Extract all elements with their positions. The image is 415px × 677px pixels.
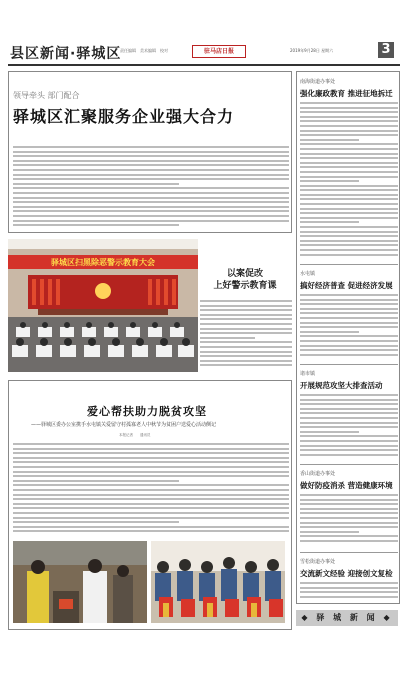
text-line	[300, 139, 359, 141]
text-line	[300, 185, 398, 187]
text-line	[300, 294, 398, 296]
text-line	[13, 452, 289, 454]
text-line	[300, 494, 398, 496]
text-line	[300, 431, 359, 433]
text-line	[300, 326, 398, 328]
text-line	[200, 346, 292, 348]
text-line	[300, 125, 398, 127]
text-line	[300, 335, 398, 337]
text-line	[300, 217, 398, 219]
text-line	[300, 399, 398, 401]
feature-photo-right	[151, 541, 285, 623]
text-line	[300, 308, 398, 310]
text-line	[300, 508, 398, 510]
sidebar-briefs	[296, 71, 400, 604]
lead-body	[13, 146, 289, 230]
feature-headline: 爱心帮扶助力脱贫攻坚	[87, 405, 207, 418]
text-line	[13, 498, 289, 500]
meeting-photo-text	[200, 300, 292, 372]
text-line	[300, 189, 398, 191]
text-line	[300, 134, 398, 136]
text-line	[13, 530, 289, 532]
text-line	[300, 340, 398, 342]
brief-3-title: 开展规范攻坚大排查活动	[300, 381, 383, 390]
text-line	[300, 176, 398, 178]
text-line	[300, 322, 398, 324]
text-line	[13, 489, 289, 491]
text-line	[200, 360, 292, 362]
text-line	[300, 596, 398, 598]
text-line	[13, 155, 289, 157]
brief-divider	[300, 552, 398, 553]
text-line	[300, 303, 398, 305]
text-line	[13, 220, 289, 222]
section-brand-banner: ◆ 驿 城 新 闻 ◆	[296, 610, 398, 626]
brief-2-title: 搞好经济普查 促进经济发展	[300, 281, 393, 290]
text-line	[300, 111, 398, 113]
text-line	[300, 198, 398, 200]
text-line	[300, 240, 398, 242]
text-line	[300, 130, 398, 132]
header-rule	[8, 64, 400, 66]
text-line	[13, 174, 289, 176]
text-line	[13, 475, 289, 477]
brief-divider	[300, 264, 398, 265]
text-line	[200, 332, 292, 334]
text-line	[13, 443, 289, 445]
brief-5-title: 交流新文经验 迎接创文复检	[300, 569, 393, 578]
brief-3-kicker: 诸市镇	[300, 371, 316, 377]
text-line	[300, 449, 398, 451]
text-line	[300, 331, 359, 333]
text-line	[300, 408, 398, 410]
page-number: 3	[378, 42, 394, 58]
brief-1-kicker: 南海街道办事处	[300, 79, 336, 85]
text-line	[13, 151, 289, 153]
brief-divider	[300, 464, 398, 465]
text-line	[300, 312, 398, 314]
text-line	[13, 201, 289, 203]
text-line	[13, 457, 289, 459]
text-line	[13, 503, 289, 505]
section-title: 县区新闻·驿城区	[10, 46, 122, 62]
text-line	[200, 341, 292, 343]
text-line	[200, 318, 292, 320]
text-line	[300, 435, 398, 437]
text-line	[300, 194, 398, 196]
text-line	[300, 162, 398, 164]
text-line	[300, 591, 398, 593]
text-line	[300, 208, 398, 210]
text-line	[300, 203, 398, 205]
text-line	[13, 507, 289, 509]
text-line	[300, 354, 398, 356]
text-line	[200, 328, 292, 330]
brief-2-kicker: 水屯镇	[300, 271, 316, 277]
feature-photo-left-image	[13, 541, 147, 623]
text-line	[300, 394, 398, 396]
text-line	[300, 143, 398, 145]
meeting-photo	[8, 239, 198, 372]
text-line	[13, 526, 289, 528]
text-line	[13, 517, 289, 519]
text-line	[200, 314, 292, 316]
text-line	[13, 480, 179, 482]
text-line	[300, 244, 398, 246]
text-line	[200, 351, 292, 353]
text-line	[300, 107, 398, 109]
text-line	[300, 422, 398, 424]
text-line	[13, 484, 289, 486]
text-line	[300, 503, 398, 505]
brief-4-title: 做好防疫消杀 营造健康环境	[300, 481, 393, 490]
text-line	[300, 540, 398, 542]
text-line	[300, 517, 398, 519]
text-line	[13, 206, 289, 208]
editor-credits: 责任编辑 美术编辑 校对	[120, 48, 168, 53]
feature-subtitle: ——驿城区委办公室携手水屯镇关爱留守村孤寡老人中秋节为贫困户送爱心活动侧记	[31, 422, 217, 428]
text-line	[13, 160, 289, 162]
text-line	[13, 494, 289, 496]
text-line	[13, 215, 289, 217]
text-line	[13, 187, 289, 189]
party-emblem-icon	[95, 283, 111, 299]
text-line	[13, 512, 289, 514]
brief-1-body	[300, 102, 398, 260]
feature-photo-right-image	[151, 541, 285, 623]
feature-byline: 本报记者 通讯员	[119, 433, 151, 437]
text-line	[300, 526, 398, 528]
text-line	[300, 403, 398, 405]
text-line	[300, 440, 398, 442]
text-line	[13, 183, 179, 185]
text-line	[13, 471, 289, 473]
text-line	[13, 192, 289, 194]
text-line	[300, 116, 398, 118]
lead-article	[8, 71, 292, 233]
text-line	[300, 317, 398, 319]
text-line	[13, 178, 289, 180]
text-line	[13, 164, 289, 166]
brief-5-body	[300, 582, 398, 602]
lead-kicker: 领导牵头 部门配合	[13, 91, 80, 100]
text-line	[300, 171, 398, 173]
lead-headline: 驿城区汇聚服务企业强大合力	[13, 107, 235, 126]
brief-2-body	[300, 294, 398, 360]
newspaper-logo: 驻马店日报	[192, 45, 246, 58]
feature-photo-left	[13, 541, 147, 623]
text-line	[300, 157, 398, 159]
text-line	[200, 300, 292, 302]
text-line	[300, 166, 398, 168]
text-line	[300, 417, 398, 419]
brief-4-kicker: 香山街道办事处	[300, 471, 336, 477]
meeting-photo-image	[8, 239, 198, 372]
text-line	[13, 466, 289, 468]
text-line	[200, 305, 292, 307]
text-line	[300, 582, 398, 584]
brief-3-body	[300, 394, 398, 460]
text-line	[300, 345, 398, 347]
text-line	[300, 454, 398, 456]
text-line	[300, 180, 359, 182]
feature-article	[8, 380, 292, 630]
text-line	[300, 249, 398, 251]
text-line	[300, 102, 398, 104]
page-header	[0, 40, 415, 66]
text-line	[300, 148, 398, 150]
text-line	[300, 587, 398, 589]
text-line	[13, 210, 289, 212]
text-line	[13, 448, 289, 450]
meeting-photo-caption: 以案促改 上好警示教育课	[213, 269, 277, 291]
brief-1-title: 强化廉政教育 推进征地拆迁	[300, 89, 393, 98]
feature-body	[13, 443, 289, 539]
text-line	[300, 522, 398, 524]
text-line	[13, 461, 289, 463]
text-line	[13, 521, 179, 523]
text-line	[200, 364, 292, 366]
text-line	[13, 197, 289, 199]
text-line	[300, 231, 398, 233]
text-line	[300, 221, 359, 223]
text-line	[300, 349, 398, 351]
brief-4-body	[300, 494, 398, 548]
text-line	[300, 412, 398, 414]
text-line	[300, 535, 398, 537]
text-line	[300, 226, 398, 228]
text-line	[300, 153, 398, 155]
text-line	[300, 531, 359, 533]
text-line	[300, 426, 398, 428]
text-line	[300, 512, 398, 514]
text-line	[13, 169, 289, 171]
meeting-banner: 驿城区扫黑除恶警示教育大会	[51, 258, 155, 267]
issue-date: 2019年9月28日 星期六	[290, 48, 334, 53]
text-line	[13, 146, 289, 148]
text-line	[300, 445, 398, 447]
text-line	[200, 323, 292, 325]
text-line	[300, 120, 398, 122]
text-line	[300, 499, 398, 501]
text-line	[200, 355, 292, 357]
text-line	[13, 224, 179, 226]
text-line	[300, 235, 398, 237]
brief-5-kicker: 雪松街道办事处	[300, 559, 336, 565]
text-line	[300, 299, 398, 301]
brief-divider	[300, 364, 398, 365]
text-line	[300, 212, 398, 214]
text-line	[200, 337, 255, 339]
text-line	[300, 254, 398, 256]
text-line	[200, 309, 292, 311]
